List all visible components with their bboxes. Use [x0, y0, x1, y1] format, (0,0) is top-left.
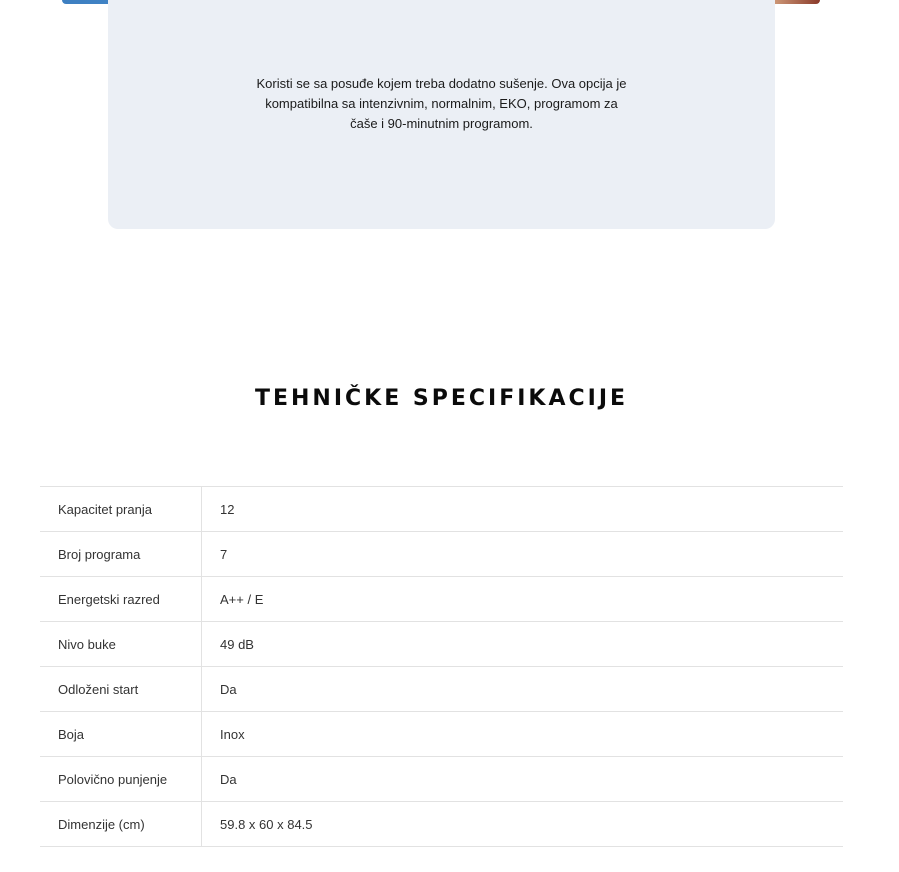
spec-label: Polovično punjenje	[40, 757, 202, 802]
spec-label: Odloženi start	[40, 667, 202, 712]
spec-label: Nivo buke	[40, 622, 202, 667]
spec-value: 7	[220, 546, 228, 562]
spec-label: Broj programa	[40, 532, 202, 577]
table-row	[40, 577, 843, 622]
spec-value: 49 dB	[220, 636, 254, 652]
specs-table	[40, 486, 843, 847]
feature-card	[108, 0, 775, 229]
table-row	[40, 487, 843, 532]
feature-description: Koristi se sa posuđe kojem treba dodatno sušenje. Ova opcija je kompatibilna sa intenzivnim, normalnim, EKO, programom za čaše i 90-minutnim programom.	[256, 76, 627, 131]
spec-value: Da	[220, 681, 237, 697]
spec-value: Da	[220, 771, 237, 787]
table-row	[40, 757, 843, 802]
table-row	[40, 622, 843, 667]
feature-text-wrapper	[108, 74, 775, 134]
table-row	[40, 532, 843, 577]
spec-label: Boja	[40, 712, 202, 757]
spec-label: Dimenzije (cm)	[40, 802, 202, 847]
spec-value: A++ / E	[220, 591, 264, 607]
spec-label: Kapacitet pranja	[40, 487, 202, 532]
spec-value: 12	[220, 501, 235, 517]
table-row	[40, 802, 843, 847]
table-row	[40, 667, 843, 712]
specs-title: TEHNIČKE SPECIFIKACIJE	[254, 386, 629, 411]
spec-value: Inox	[220, 726, 245, 742]
table-row	[40, 712, 843, 757]
spec-label: Energetski razred	[40, 577, 202, 622]
spec-value: 59.8 x 60 x 84.5	[220, 816, 313, 832]
